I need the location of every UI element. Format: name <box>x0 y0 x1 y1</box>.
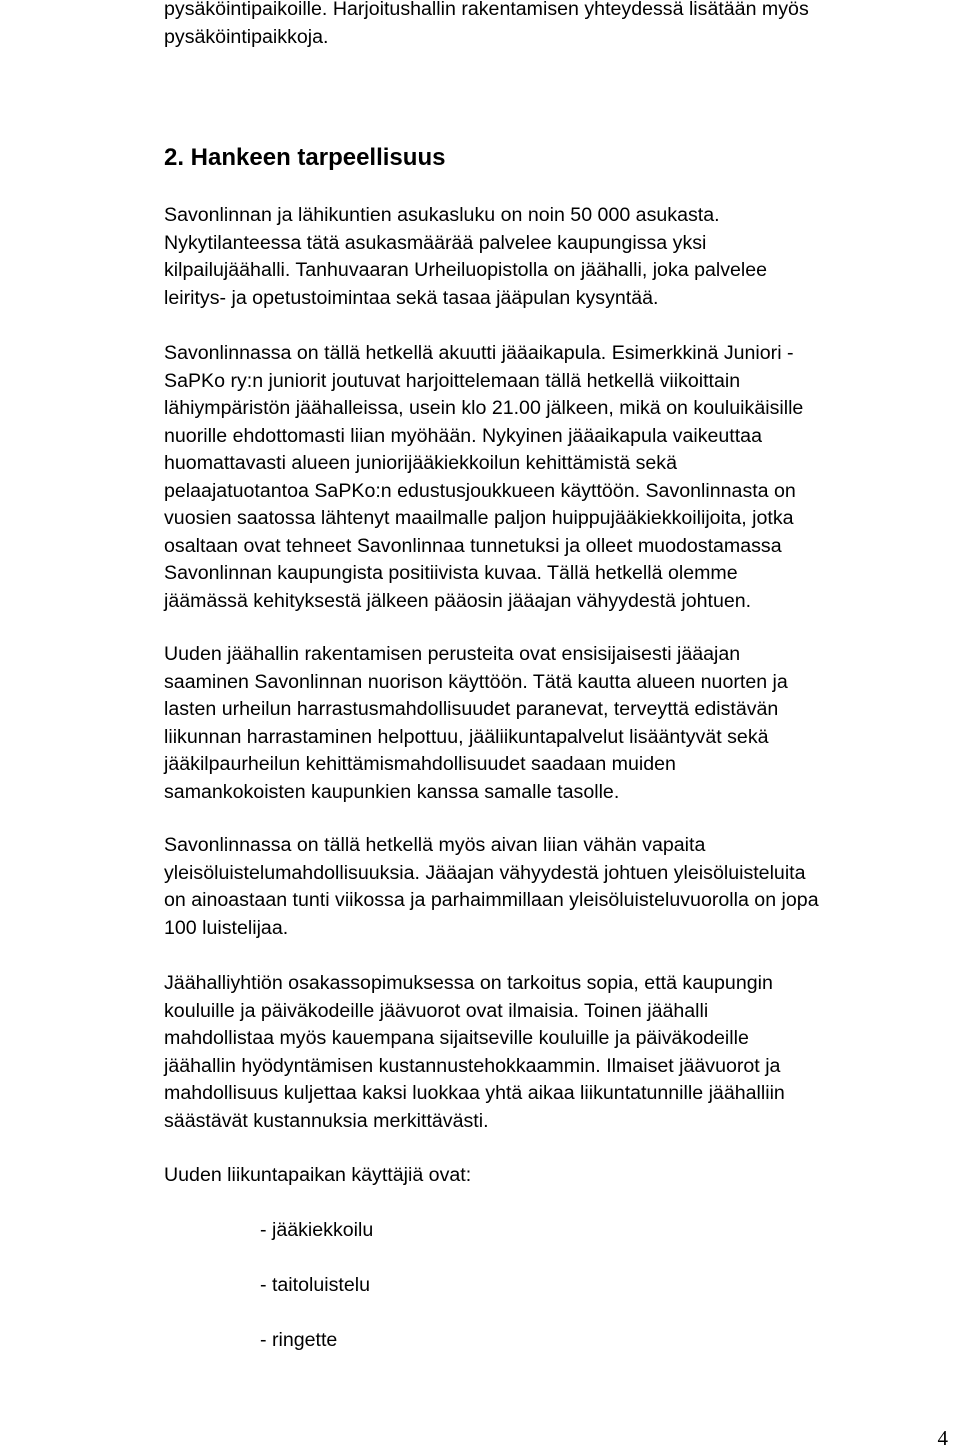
paragraph-shareholder-agreement <box>164 970 960 1135</box>
paragraph-ice-shortage <box>164 340 960 615</box>
text-line: SaPKo ry:n juniorit joutuvat harjoittelemaan tällä hetkellä viikoittain <box>164 369 741 392</box>
text-line: säästävät kustannuksia merkittävästi. <box>164 1109 489 1132</box>
text-line: Savonlinnan ja lähikuntien asukasluku on noin 50 000 asukasta. <box>164 204 720 226</box>
list-item: - jääkiekkoilu <box>260 1219 374 1241</box>
text-line: Jäähalliyhtiön osakassopimuksessa on tarkoitus sopia, että kaupungin <box>164 972 773 994</box>
list-item: - ringette <box>260 1329 338 1351</box>
text-line: yleisöluistelumahdollisuuksia. Jääajan vähyydestä johtuen yleisöluisteluita <box>164 861 806 884</box>
paragraph-public-skating <box>164 832 960 942</box>
paragraph-population <box>164 202 960 312</box>
intro-paragraph <box>164 0 960 51</box>
text-line: mahdollisuus kuljettaa kaksi luokkaa yhtä aikaa liikuntatunnille jäähalliin <box>164 1082 785 1104</box>
text-line: vuosien saatossa lähtenyt maailmalle paljon huippujääkiekkoilijoita, jotka <box>164 507 794 529</box>
text-line: kouluille ja päiväkodeille jäävuorot ovat ilmaisia. Toinen jäähalli <box>164 999 709 1022</box>
text-line: pysäköintipaikoille. Harjoitushallin rakentamisen yhteydessä lisätään myös <box>164 0 809 20</box>
text-line: pelaajatuotantoa SaPKo:n edustusjoukkueen käyttöön. Savonlinnasta on <box>164 479 796 502</box>
text-line: huomattavasti alueen juniorijääkiekkoilun kehittämistä sekä <box>164 452 677 474</box>
text-line: liikunnan harrastaminen helpottuu, jääliikuntapalvelut lisääntyvät sekä <box>164 725 769 748</box>
paragraph-new-hall-grounds <box>164 641 960 806</box>
text-line: Savonlinnassa on tällä hetkellä akuutti jääaikapula. Esimerkkinä Juniori - <box>164 342 794 364</box>
text-line: leiritys- ja opetustoimintaa sekä tasaa jääpulan kysyntää. <box>164 286 659 309</box>
text-line: 100 luistelijaa. <box>164 916 289 939</box>
text-line: pysäköintipaikkoja. <box>164 25 329 48</box>
text-line: jäähallin hyödyntämisen kustannustehokkaammin. Ilmaiset jäävuorot ja <box>164 1054 781 1077</box>
text-line: on ainoastaan tunti viikossa ja parhaimmillaan yleisöluisteluvuorolla on jopa <box>164 889 819 911</box>
text-line: kilpailujäähalli. Tanhuvaaran Urheiluopistolla on jäähalli, joka palvelee <box>164 259 768 281</box>
text-line: Savonlinnassa on tällä hetkellä myös aivan liian vähän vapaita <box>164 834 706 856</box>
text-line: mahdollistaa myös kauempana sijaitseville kouluille ja päiväkodeille <box>164 1027 749 1049</box>
text-line: jääkilpaurheilun kehittämismahdollisuudet saadaan muiden <box>164 753 676 775</box>
text-line: lasten urheilun harrastusmahdollisuudet paranevat, terveyttä edistävän <box>164 698 779 720</box>
text-line: nuorille ehdottomasti liian myöhään. Nykyinen jääaikapula vaikeuttaa <box>164 424 762 447</box>
text-line: Nykytilanteessa tätä asukasmäärää palvelee kaupungissa yksi <box>164 231 707 254</box>
text-line: lähiympäristön jäähalleissa, usein klo 21.00 jälkeen, mikä on kouluikäisille <box>164 397 804 419</box>
text-line: jäämässä kehityksestä jälkeen pääosin jääajan vähyydestä johtuen. <box>164 589 752 612</box>
text-line: samankokoisten kaupunkien kanssa samalle tasolle. <box>164 780 620 803</box>
page-number: 4 <box>937 1426 948 1450</box>
text-line: osaltaan ovat tehneet Savonlinnaa tunnetuksi ja olleet muodostamassa <box>164 534 782 557</box>
text-line: saaminen Savonlinnan nuorison käyttöön. Tätä kautta alueen nuorten ja <box>164 670 788 693</box>
text-line: Uuden liikuntapaikan käyttäjiä ovat: <box>164 1164 472 1186</box>
paragraph-users-intro <box>164 1162 960 1190</box>
section-heading: 2. Hankeen tarpeellisuus <box>164 144 446 171</box>
list-item: - taitoluistelu <box>260 1274 370 1296</box>
text-line: Savonlinnan kaupungista positiivista kuvaa. Tällä hetkellä olemme <box>164 562 738 584</box>
text-line: Uuden jäähallin rakentamisen perusteita ovat ensisijaisesti jääajan <box>164 643 741 665</box>
